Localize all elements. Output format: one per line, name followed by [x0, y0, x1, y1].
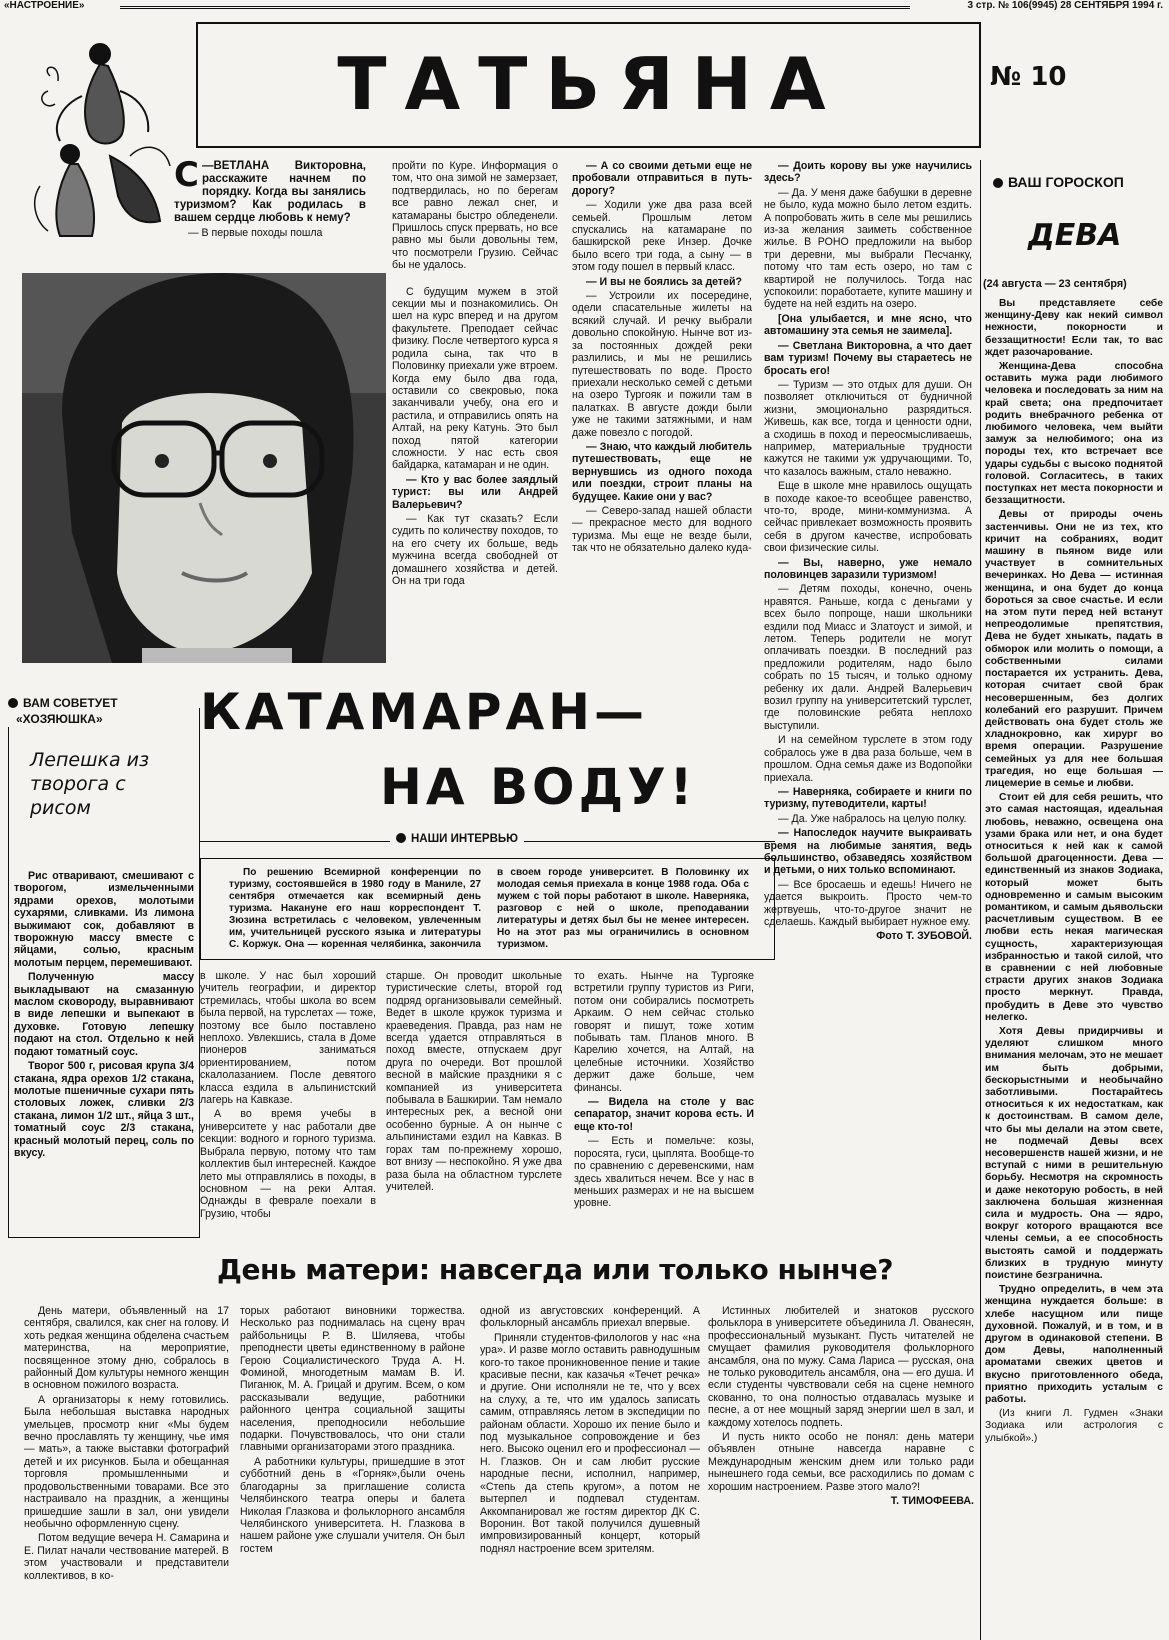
supplement-title-box [196, 22, 981, 148]
interview-question: — Доить корову вы уже научились здесь? [764, 160, 972, 185]
mother-day-paragraph: День матери, объявленный на 17 сентября, свалился, как снег на голову. И хоть редкая женщина обделена счастьем материнства, на мероприятие, посвященное этому дню, собралось в районный Дом культуры немного женщин в основном пожилого возраста. [24, 1305, 229, 1392]
interview-remark: [Она улыбается, и мне ясно, что автомашину эта семья не заимела]. [764, 312, 972, 338]
mother-day-column-1 [24, 1305, 229, 1635]
recipe-rubric [8, 695, 124, 727]
recipe-text [14, 870, 194, 1230]
interview-paragraph: — Как тут сказать? Если судить по количеству походов, то на его счету их больше, ведь мужчина всегда свободней от домашнего хозяйства и детей. Он на три года [392, 512, 558, 587]
bullet-icon [8, 698, 18, 708]
interview-answer: — В первые походы пошла [188, 227, 323, 239]
interview-rubric-label: НАШИ ИНТЕРВЬЮ [411, 833, 518, 845]
mother-day-title: День матери: навсегда или только нынче? [217, 1253, 893, 1286]
horoscope-source: (Из книги Л. Гудмен «Знаки Зодиака или астрология с улыбкой».) [985, 1408, 1163, 1444]
interview-paragraph: — Устроили их посередине, одели спасательные жилеты на всякий случай. И речку выбрали довольно спокойную. Нынче вот из-за постоянных дождей реки разлились, и мы не решились путешествовать по воде. Просто приехали несколько семей с детьми на озеро Тургояк и пожили там в палатках. В августе дожди были уже не такими затяжными, и нам даже повезло с погодой. [572, 290, 752, 439]
newspaper-name: «НАСТРОЕНИЕ» [4, 0, 85, 11]
mother-day-paragraph: Потом ведущие вечера Н. Самарина и Е. Пилат начали чествование матерей. В этом участвовали и представители коллективов, в ко- [24, 1532, 229, 1582]
recipe-ingredients: Творог 500 г, рисовая крупа 3/4 стакана, ядра орехов 1/2 стакана, молотые пшеничные сухари пять столовых ложек, сливки 2/3 стакана, лимон 1/2 шт., яйца 3 шт., томатный соус 2/3 стакана, красный молотый перец, соль по вкусу. [14, 1060, 194, 1159]
interview-lead: По решению Всемирной конференции по туризму, состоявшейся в 1980 году в Маниле, 27 сентября отмечается как всемирный день туризма. Накануне его наш корреспондент Т. Зюзина встретилась с человеком, увлеченным им, учительницей русского языка и литературы С. Коржук. Она — коренная челябинка, закончила в своем городе университет. В Половинку их молодая семья приехала в конце 1988 года. Оба с мужем с той поры работают в школе. Наверняка, разговор с ней о школе, преподавании литературы и детях был бы не менее интересен. Но на этот раз мы ограничились в основном туризмом. [229, 867, 749, 950]
interview-paragraph: — Детям походы, конечно, очень нравятся. Раньше, когда с деньгами у всех было попроще, наши школьники ездили под Миасс и Златоуст и зимой, и летом. Теперь родители не могут оплачивать поездки. В последний раз предложили родителям, надо было собрать по 15 тысяч, и только одному ребенку их дали. Андрей Валерьевич возил группу на университетский турслет, где половинские ребята неплохо выступили. [764, 583, 972, 732]
bullet-icon [993, 178, 1003, 188]
interview-headline-line-1: КАТАМАРАН— [200, 683, 649, 741]
interview-paragraph: — Есть и помельче: козы, поросята, гуси, цыплята. Вообще-то по сравнению с деревенскими, нам здесь хвалиться нечем. Все у нас в меньших размерах и не на высшем уровне. [574, 1135, 754, 1210]
issue-line: 3 стр. № 106(9945) 28 СЕНТЯБРЯ 1994 г. [967, 0, 1163, 11]
supplement-title: ТАТЬЯНА [337, 42, 844, 126]
interview-headline-line-2: НА ВОДУ! [380, 758, 697, 816]
interview-paragraph: И на семейном турслете в этом году собралось уже в два раза больше, чем в прошлом. Одна семья даже из Водопойки приехала. [764, 734, 972, 784]
author-signature: Т. ТИМОФЕЕВА. [890, 1495, 974, 1508]
interview-question: — Светлана Викторовна, а что дает вам туризм! Почему вы стараетесь не бросать его! [764, 339, 972, 377]
recipe-rubric-line-1: ВАМ СОВЕТУЕТ [23, 696, 118, 710]
interview-column-6 [386, 970, 562, 1230]
interview-intro-question: ВЕТЛАНА Викторовна, расскажите начнем по порядку. Когда вы занялись туризмом? Как родилась в вашем сердце любовь к нему? [174, 160, 366, 224]
horoscope-divider [980, 160, 981, 1640]
interview-question: — Вы, наверно, уже немало половинцев заразили туризмом! [764, 556, 972, 581]
horoscope-paragraph: Хотя Девы придирчивы и уделяют слишком много внимания мелочам, это не мешает им быть добрыми, бескорыстными и необычайно заботливыми. Постарайтесь относиться к их недостаткам, как к достоинствам. В самом деле, что бы мы делали на этом свете, не подмечай Девы всех несовершенств нашей жизни, и не вступай с ними в решительную борьбу. Несмотря на скромность и даже некоторую робость, в ней заключена большая жизненная сила и мудрость. Она — ядро, вокруг которого вращаются все члены семьи, а ее способность выстоять самой и поддержать близких в трудную минуту поистине безгранична. [985, 1025, 1163, 1282]
mother-day-paragraph: торых работают виновники торжества. Несколько раз поднималась на сцену врач райбольницы Р. В. Шиляева, чтобы преподнести цветы единственному в районе Герою Социалистического Труда А. Н. Фоминой, многодетным мамам В. И. Пиганюк, М. А. Грицай и другим. Всем, о ком рассказывали ведущие, работники районного центра социальной защиты населения, преподносили небольшие подарки. Почувствовалось, что они стали главными организаторами этого праздника. [240, 1305, 465, 1454]
bullet-icon [396, 833, 406, 843]
interview-question: — Видела на столе у вас сепаратор, значит корова есть. И еще кто-то! [574, 1096, 754, 1133]
horoscope-rubric-label: ВАШ ГОРОСКОП [1008, 174, 1124, 190]
interview-paragraph: С будущим мужем в этой секции мы и познакомились. Он шел на курс вперед и на другом факультете. Преподает сейчас физику. После четвертого курса я родила сына, так что в Половинку приехали уже втроем. Когда ему было два года, оставили со свекровью, пока заканчивали учебу, она его и растила, и отправились опять на Алтай, на реку Катунь. Это был поход пятой категории сложности. У нас есть своя байдарка, катамаран и не один. [392, 285, 558, 472]
mother-day-paragraph: А работники культуры, пришедшие в этот субботний день в «Горняк»,были очень благодарны за приглашение солиста Челябинского театра оперы и балета Николая Глазкова и фольклорного ансамбля Челябинского университета. Н. Глазкова в нашем районе уже слушали учителя. Он был гостем [240, 1455, 465, 1555]
horoscope-paragraph: Девы от природы очень застенчивы. Они не из тех, кто кричит на собраниях, водит машину в пьяном виде или участвует в сомнительных вечеринках. Но Дева — истинная женщина, и она будет до конца бороться за свое счастье. И если на этом пути перед ней встанут непреодолимые препятствия, Дева не будет хныкать, падать в обморок или молить о помощи, а собственными силами постарается их устранить. Дева, которая считает свой брак несовершенным, без долгих колебаний его разрушит. Причем действовать она будет столь же хладнокровно, как хирург во время операции. Разрушение семейных уз для нее большая трагедия, но еще большая — лицемерие в семье и любви. [985, 509, 1163, 789]
mother-day-column-2 [240, 1305, 465, 1635]
women-illustration-icon [30, 36, 180, 246]
interview-column-1: — С ВЕТЛАНА Викторовна, расскажите начнем по порядку. Когда вы занялись туризмом? Как родилась в вашем сердце любовь к нему? — В первые походы пошла [174, 160, 366, 239]
interview-rubric [200, 833, 775, 849]
horoscope-paragraph: Женщина-Дева способна оставить мужа ради любимого человека и последовать за ним на край света; она предпочитает родить внебрачного ребенка от любимого человека, чем выйти замуж за нелюбимого; она из породы тех, кто встречает все удары судьбы с высоко поднятой головой. Согласитесь, в таких поступках нет места покорности и беззащитности. [985, 361, 1163, 507]
interview-column-2 [392, 160, 558, 660]
masthead [0, 0, 1169, 14]
horoscope-paragraph: Трудно определить, в чем эта женщина нуждается больше: в хлебе насущном или пище духовной. Пожалуй, и в том, и в другом в одинаковой степени. В дом Девы, наполненный ароматами свежих цветов и вкусно приготовленного обеда, приятно приходить усталым с работы. [985, 1284, 1163, 1406]
interview-question: — Знаю, что каждый любитель путешествовать, еще не вернувшись из одного похода или поездки, строит планы на будущее. Какие они у вас? [572, 440, 752, 503]
portrait-photo [22, 273, 386, 663]
interview-paragraph: Еще в школе мне нравилось ощущать в походе какое-то всеобщее равенство, что-то, вроде, мини-коммунизма. А сейчас привлекает возможность проявить себя в другом качестве, испробовать свои физические силы. [764, 480, 972, 555]
masthead-rule [120, 6, 910, 9]
mother-day-paragraph: Истинных любителей и знатоков русского фольклора в университете объединила Л. Ованесян, профессиональный музыкант. Пусть читателей не смущает фамилия руководителя фольклорного ансамбля, она по мужу. Сама Лариса — русская, она не только руководитель ансамбля, она — его душа. И если студенты чувствовали себя на сцене немного скованно, то она полностью отдавалась музыке и песне, а от нее мощный заряд энергии шел в зал, и каждому хотелось подпеть. [708, 1305, 974, 1429]
drop-cap: С [174, 160, 199, 195]
mother-day-paragraph: А организаторы к нему готовились. Была небольшая выставка народных умельцев, просмотр книг «Мы будем вечно прославлять ту женщину, чье имя — мать», а также выставки фотографий детей и их рисунков. Была и обещанная торговля промышленными и продовольственными товарами. Все это настраивало на праздник, а женщины пришедшие зашли в зал, они увидели необычно оформленную сцену. [24, 1393, 229, 1530]
recipe-paragraph: Рис отваривают, смешивают с творогом, измельченными ядрами орехов, молотыми сухарями, сливками. Из лимона выжимают сок, добавляют в творожную массу вместе с яйцами, солью, красным молотым перцем, перемешивают. [14, 870, 194, 969]
horoscope-sign: ДЕВА [1028, 218, 1122, 253]
interview-paragraph: то ехать. Нынче на Тургояке встретили группу туристов из Риги, потом они собирались посмотреть Аркаим. О нем сейчас столько говорят и пишут, тоже хотим побывать там. Планов много. В Карелию хочется, на Алтай, на целебные источники. Хозяйство держит даже больше, чем финансы. [574, 970, 754, 1094]
interview-paragraph: пройти по Куре. Информация о том, что она зимой не замерзает, подтвердилась, но по берегам все равно лежал снег, и катамараны быстро обледенели. Пришлось спуск прервать, но все равно мы были довольны тем, что посмотрели Грузию. Сейчас бы не удалось. [392, 160, 558, 272]
interview-paragraph: А во время учебы в университете у нас работали две секции: водного и горного туризма. Выбрала первую, потому что там коллектив был интересней. Каждое лето мы отправлялись в походы, в основном — на реки Алтая. Однажды в феврале поехали в Грузию, чтобы [200, 1108, 376, 1220]
interview-paragraph: — Ходили уже два раза всей семьей. Прошлым летом спускались на катамаране по башкирской реке Инзер. Дочке было всего три года, а сыну — в этом году пошел в первый класс. [572, 199, 752, 274]
interview-question: — Кто у вас более заядлый турист: вы или Андрей Валерьевич? [392, 473, 558, 511]
mother-day-paragraph: Приняли студентов-филологов у нас «на ура». И разве могло оставить равнодушным кого-то такое проникновенное пение и такие красивые песни, как казачья «Течет речка» и другие. Они исполняли не те, что у всех на слуху, а те, что им удалось записать самим, отправляясь летом в экспедиции по районам области. Хорошо их пение было и под музыкальное сопровождение и без него. Высоко оценил его и профессионал — Н. Глазков. Он и сам любит русские народные песни, исполнил, например, «Степь да степь кругом», а потом не вытерпел и подпевал студентам. Аккомпанировал же гостям директор ДК С. Воронин. Вот такой получился душевный импровизированный концерт, который поднял настроение всем зрителям. [480, 1331, 700, 1555]
interview-paragraph: — Все бросаешь и едешь! Ничего не удается выкроить. Просто чем-то жертвуешь, что-то-другое значит не сделаешь. Каждый выбирает нужное ему. [764, 878, 972, 928]
recipe-title: Лепешка из творога с рисом [30, 749, 150, 819]
interview-question: — И вы не боялись за детей? [586, 275, 742, 288]
horoscope-rubric [993, 174, 1124, 190]
interview-paragraph: — Да. Уже набралось на целую полку. [778, 812, 967, 825]
horoscope-paragraph: Стоит ей для себя решить, что это самая настоящая, идеальная любовь, неважно, освещена она узами брака или нет, и она будет относиться к ней как к самой большой драгоценности. Дева — единственный из знаков Зодиака, который может быть одновременно и самым высоким романтиком, и самым дьявольски расчетливым существом. В ее любви есть некая магическая сущность, характеризующая избранностью и такой силой, что в сравнении с ней любовные страсти других знаков Зодиака просто меркнут. Правда, пробудить в Деве это чувство нелегко. [985, 792, 1163, 1023]
mother-day-paragraph: одной из августовских конференций. А фольклорный ансамбль приехал впервые. [480, 1305, 700, 1330]
interview-column-7 [574, 970, 754, 1230]
mother-day-column-3 [480, 1305, 700, 1635]
interview-question: — Напоследок научите выкраивать время на любимые занятия, ведь большинство, обзаведясь хозяйством и детьми, о них только вспоминают. [764, 827, 972, 877]
interview-paragraph: — Северо-запад нашей области — прекрасное место для водного туризма. Мы еще не везде были, так что не обязательно далеко куда- [572, 504, 752, 555]
recipe-rubric-line-2: «ХОЗЯЮШКА» [16, 712, 103, 726]
interview-question: — Наверняка, собираете и книги по туризму, путеводители, карты! [764, 785, 972, 811]
horoscope-paragraph: Вы представляете себе женщину-Деву как некий символ нежности, покорности и беззащитности! Если так, то вас ждет разочарование. [985, 298, 1163, 358]
interview-column-4 [764, 160, 972, 1220]
horoscope-text [985, 298, 1163, 1638]
photo-credit: Фото Т. ЗУБОВОЙ. [876, 930, 972, 943]
horoscope-dates: (24 августа — 23 сентября) [983, 278, 1127, 290]
interview-paragraph: — Да. У меня даже бабушки в деревне не было, куда можно было летом ездить. А попробовать жить в селе мы решились из-за желания заиметь собственное жилье. В РОНО предложили на выбор три деревни, мы выбрали Песчанку, потому что там есть озеро, но там с квартирой не получилось. Тогда нас успокоили: поработаете, купите машину и будете на ней ездить на озеро. [764, 186, 972, 311]
mother-day-paragraph: И пусть никто особо не понял: день матери объявлен отныне навсегда наравне с Международным женским днем или только ради нынешнего года семьи, все расходились по домам с хорошим настроением. Разве этого мало?! [708, 1431, 974, 1493]
interview-column-3 [572, 160, 752, 660]
interview-paragraph: старше. Он проводит школьные туристические слеты, второй год подряд организовывали семейный. Ведет в школе кружок туризма и краеведения. Правда, раз нам не всегда удается отправляться в поход вместе, отпускаем друг друга по очереди. Вот прошлой весной в майские праздники я с компанией из университета побывала в Башкирии. Там немало интересных рек, а весной они особенно бурные. А он нынче с альпинистами ездил на Кавказ. В горах там по-прежнему хорошо, вот внизу — неспокойно. Я уже два раза была на областном турслете учителей. [386, 970, 562, 1193]
interview-paragraph: в школе. У нас был хороший учитель географии, и директор стремилась, чтобы школа во всем была первой, на турслетах — тоже, поэтому все было поставлено неплохо. Увлекшись, стала в Доме пионеров заниматься ориентированием, потом скалолазанием. После девятого класса ездила в альпинистский лагерь на Кавказе. [200, 970, 376, 1107]
supplement-number: № 10 [990, 62, 1067, 92]
recipe-paragraph: Полученную массу выкладывают на смазанную маслом сковороду, выравнивают в виде лепешки и выпекают в духовке. Готовую лепешку подают на стол. Отдельно к ней подают томатный соус. [14, 971, 194, 1058]
interview-lead-box [200, 858, 775, 960]
interview-paragraph: — Туризм — это отдых для души. Он позволяет отключиться от будничной жизни, эмоционально разрядиться. Живешь, как все, тогда и ценности одни, а сходишь в поход и переосмысливаешь, например, материальные трудности кажутся не такими уж удручающими. То, что казалось важным, стало неважно. [764, 378, 972, 478]
interview-question: — А со своими детьми еще не пробовали отправиться в путь-дорогу? [572, 160, 752, 197]
mother-day-column-4 [708, 1305, 974, 1635]
interview-column-5 [200, 970, 376, 1230]
